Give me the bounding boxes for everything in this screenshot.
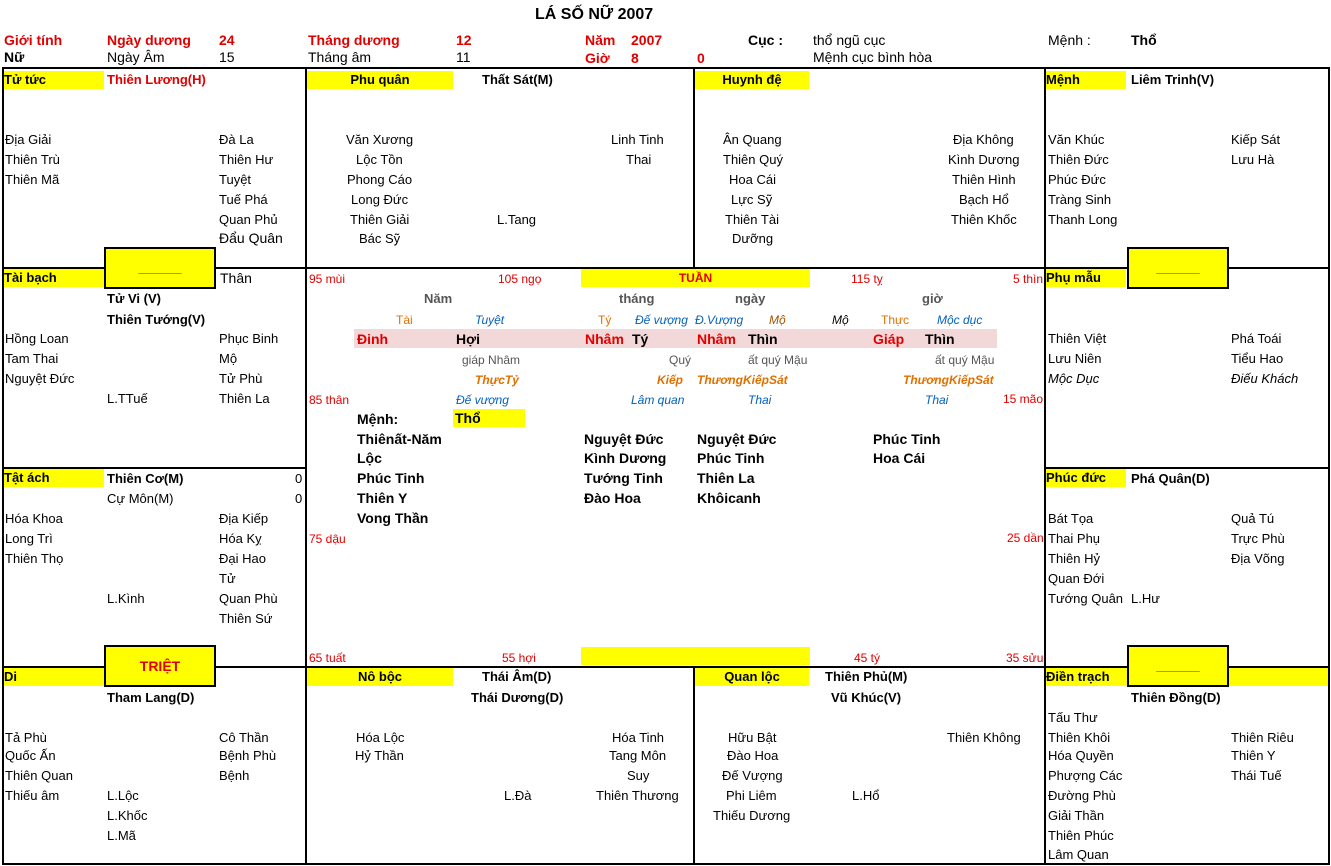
star: Mộc Dục [1048,371,1100,386]
main-star: Thái Dương(D) [471,690,564,705]
age-label: 65 tuất [309,651,346,665]
palace-name-menh: Mệnh [1046,71,1126,89]
center-star: Thiên Y [357,490,408,506]
star: Thanh Long [1048,212,1118,227]
star: Phi Liêm [726,788,777,803]
hidden-stems: ất quý Mậu [748,353,808,367]
age-label: 75 dậu [309,532,346,546]
star: Phá Toái [1231,331,1282,346]
star: Thiên Riêu [1231,730,1294,745]
star: Địa Không [953,132,1014,147]
pillar-note: Mộ [832,313,849,327]
star: Thiên Không [947,730,1021,745]
age-label: 35 sửu [1006,651,1044,665]
star: Tuyệt [219,172,252,187]
menh-label: Mệnh : [1048,32,1091,48]
grid-line [693,666,695,865]
star: Trực Phù [1231,531,1285,546]
ngay-am-value: 15 [219,49,235,65]
main-star: Phá Quân(D) [1131,471,1210,486]
pillar-note: Thực [881,313,910,327]
star: Đế Vượng [722,768,783,783]
star: L.Lộc [107,788,139,803]
star: Đường Phù [1048,788,1116,803]
center-star: Nguyệt Đức [697,431,777,447]
gioi-tinh-value: Nữ [4,49,25,65]
value: 0 [295,471,303,486]
main-star: Thiên Cơ(M) [107,471,184,486]
star: Tuế Phá [219,192,268,207]
chart-frame [2,67,1330,865]
main-star: Thiên Phủ(M) [825,669,908,684]
star: Bệnh Phù [219,748,277,763]
center-star: Kình Dương [584,450,667,466]
age-label: 95 mùi [309,272,346,286]
star: Đẩu Quân [219,230,283,246]
star: Bạch Hổ [959,192,1009,207]
hidden-stems: ất quý Mậu [935,353,995,367]
palace-name-phu-quan: Phu quân [307,71,453,89]
star: Phong Cáo [347,172,413,187]
center-star: Tướng Tinh [584,470,663,486]
palace-name-no-boc: Nô bộc [307,668,453,686]
gio-value-2: 0 [697,50,705,66]
ten-gods: Kiếp [657,373,684,387]
age-label: 45 tý [854,651,881,665]
star: Thiên Đức [1048,152,1109,167]
star: Thiên Thương [596,788,679,803]
chi: Tý [632,331,649,347]
main-star: Thiên Tướng(V) [107,312,206,327]
star: L.Hổ [852,788,880,803]
star: Bệnh [219,768,250,783]
center-star: Phúc Tinh [697,450,765,466]
grid-line [305,67,307,865]
box-marker: ______ [1127,247,1229,289]
column-header: giờ [922,291,943,306]
star: Lưu Niên [1048,351,1102,366]
column-header: tháng [619,291,655,306]
star: Tiểu Hao [1231,351,1284,366]
star: Đà La [219,132,254,147]
main-star: Cự Môn(M) [107,491,174,506]
pillar-note: Tuyệt [475,313,505,327]
center-star: Lộc [357,450,382,466]
star: Tả Phù [5,730,47,745]
life-stage: Đế vượng [456,393,509,407]
star: Quan Đới [1048,571,1105,586]
age-label: 55 hợi [502,651,536,665]
star: Thiên Mã [5,172,60,187]
center-star: Phúc Tinh [357,470,425,486]
star: Quả Tú [1231,511,1275,526]
star: Bác Sỹ [359,231,401,246]
star: Văn Khúc [1048,132,1105,147]
star: Thiên Hư [219,152,274,167]
star: Cô Thần [219,730,269,745]
star: Tử Phù [219,371,263,386]
star: Lâm Quan [1048,847,1109,862]
pillar-note: Tài [396,313,413,327]
hidden-stems: Quý [669,353,692,367]
tuan-label: TUẦN [678,271,713,285]
star: Hoa Cái [729,172,776,187]
star: Thiên Quý [723,152,783,167]
pillar-note: Đ.Vượng [695,313,744,327]
star: L.Kình [107,591,145,606]
star: Phục Binh [219,331,279,346]
star: Thiên Quan [5,768,73,783]
can: Giáp [873,331,905,347]
star: Nguyệt Đức [5,371,75,386]
thang-am-label: Tháng âm [308,49,372,65]
star: Tử [219,571,236,586]
star: Văn Xương [346,132,414,147]
ngay-duong-value: 24 [219,32,235,48]
star: Hóa Lộc [356,730,405,745]
star: Thái Tuế [1231,768,1282,783]
star: L.Tang [497,212,537,227]
center-star: Thiênất-Năm [357,431,442,447]
box-marker: ______ [104,247,216,289]
star: Hồng Loan [5,331,69,346]
star: Linh Tinh [611,132,664,147]
grid-line [1044,67,1046,865]
center-star: Hoa Cái [873,450,926,466]
star: Quốc Ấn [5,748,56,763]
star: Tang Môn [609,748,667,763]
star: Đại Hao [219,551,266,566]
age-label: 115 tỵ [851,272,883,286]
star: Điếu Khách [1231,371,1299,386]
pillar-note: Đế vượng [635,313,688,327]
star: Hóa Tinh [612,730,665,745]
age-label: 85 thân [309,393,350,407]
star: Thiên Y [1231,748,1276,763]
cuc-value: thổ ngũ cục [813,32,886,48]
pillar-note: Mộ [769,313,786,327]
main-star: Thái Âm(D) [482,669,552,684]
star: Thiên Hình [952,172,1016,187]
thang-am-value: 11 [456,49,471,65]
star: L.Mã [107,828,136,843]
star: Dưỡng [732,231,774,246]
star: Ân Quang [723,132,782,147]
column-header: Năm [424,291,453,306]
ten-gods: ThươngKiếpSát [903,373,994,387]
star: Hóa Khoa [5,511,63,526]
menh-value: Thổ [1131,32,1157,48]
age-label: 5 thìn [1013,272,1044,286]
palace-name-tu-tuc: Tử tức [4,71,104,89]
triet-box: TRIỆT [104,645,216,687]
palace-name-quan-loc: Quan lộc [695,668,809,686]
grid-line [693,67,695,268]
gioi-tinh-label: Giới tính [4,32,63,48]
column-header: ngày [735,291,766,306]
pillar-note: Mộc dục [937,313,983,327]
star: Quan Phủ [219,212,278,227]
main-star: Thất Sát(M) [482,72,553,87]
star: Địa Giải [5,132,52,147]
palace-name-di: Di [4,668,104,686]
star: Long Đức [351,192,409,207]
main-star: Tham Lang(D) [107,690,195,705]
pillar-note: Tý [598,313,612,327]
age-label: 105 ngọ [498,272,542,286]
center-star: Phúc Tinh [873,431,941,447]
ngay-duong-label: Ngày dương [107,32,191,48]
palace-name-dien-trach: Điền trạch [1046,668,1126,686]
star: Mộ [219,351,238,366]
palace-name-huynh-de: Huynh đệ [695,71,809,89]
star: Bát Tọa [1048,511,1094,526]
star: Thiên Khốc [951,212,1017,227]
main-star: Tử Vi (V) [107,291,161,306]
life-stage: Thai [925,393,949,407]
star: Thiên Tài [725,212,779,227]
star: Tướng Quân [1048,591,1124,606]
ngay-am-label: Ngày Âm [107,49,165,65]
palace-name-tat-ach: Tật ách [4,469,104,487]
star: Hỷ Thần [355,748,404,763]
triet-bar [581,647,810,665]
ten-gods: ThươngKiếpSát [697,373,788,387]
star: Thai [626,152,652,167]
can: Đinh [357,331,389,347]
star: Tấu Thư [1048,710,1098,725]
star: Lộc Tồn [356,152,403,167]
star: Địa Kiếp [219,511,269,526]
center-star: Vong Thần [357,510,429,526]
thang-duong-value: 12 [456,32,472,48]
box-marker: ______ [1127,645,1229,687]
value: 0 [295,491,303,506]
star: Địa Võng [1231,551,1285,566]
star: L.Hư [1131,591,1160,606]
age-label: 15 mão [1003,392,1044,406]
star: Giải Thần [1048,808,1105,823]
nam-value: 2007 [631,32,663,48]
chi: Hợi [456,331,480,347]
star: Đào Hoa [727,748,779,763]
star: Thiên Sứ [219,611,273,626]
star: Lực Sỹ [731,192,773,207]
cuc-label: Cục : [748,32,783,48]
star: Long Trì [5,531,53,546]
star: Thiên Trù [5,152,60,167]
center-star: Khôicanh [697,490,761,506]
center-menh-label: Mệnh: [357,411,399,427]
star: Thiên Hỷ [1048,551,1101,566]
main-star: Liêm Trinh(V) [1131,72,1215,87]
can: Nhâm [697,331,736,347]
center-menh-value: Thổ [453,409,525,427]
main-star: Thiên Đồng(D) [1131,690,1221,705]
star: Phượng Các [1048,768,1123,783]
palace-name-tai-bach: Tài bạch [4,269,104,287]
cuc-note: Mệnh cục bình hòa [813,49,933,65]
gio-label: Giờ [585,50,610,66]
star: Thiên Giải [350,212,410,227]
center-star: Thiên La [697,470,755,486]
page-title: LÁ SỐ NỮ 2007 [535,6,654,23]
center-star: Nguyệt Đức [584,431,664,447]
star: Suy [627,768,650,783]
star: Thiếu âm [5,788,60,803]
chi: Thìn [748,331,778,347]
center-star: Đào Hoa [584,490,641,506]
palace-name-phuc-duc: Phúc đức [1046,469,1126,487]
star: Thiếu Dương [713,808,791,823]
star: Hữu Bật [728,730,777,745]
life-stage: Lâm quan [631,393,685,407]
star: Hóa Quyền [1048,748,1114,763]
star: Tam Thai [5,351,59,366]
main-star: Vũ Khúc(V) [831,690,902,705]
star: Thiên Khôi [1048,730,1111,745]
star: Hóa Kỵ [219,531,262,546]
chi: Thìn [925,331,955,347]
star: Tràng Sinh [1048,192,1112,207]
star: Thiên Thọ [5,551,64,566]
nam-label: Năm [585,32,616,48]
ten-gods: ThựcTỷ [475,373,519,387]
thang-duong-label: Tháng dương [308,32,400,48]
star: Thiên Việt [1048,331,1107,346]
star: Kình Dương [948,152,1020,167]
star: Thiên Phúc [1048,828,1114,843]
star: L.Đà [504,788,532,803]
gio-value: 8 [631,50,639,66]
hidden-stems: giáp Nhâm [462,353,521,367]
star: Quan Phù [219,591,278,606]
life-stage: Thai [748,393,772,407]
than-label: Thân [220,270,252,286]
star: Phúc Đức [1048,172,1106,187]
star: Lưu Hà [1231,152,1275,167]
star: Kiếp Sát [1231,132,1281,147]
age-label: 25 dần [1007,531,1044,545]
star: Thiên La [219,391,270,406]
star: L.TTuế [107,391,148,406]
palace-name-phu-mau: Phụ mẫu [1046,269,1126,287]
star: L.Khốc [107,808,148,823]
main-star: Thiên Lương(H) [107,72,206,87]
star: Thai Phụ [1048,531,1101,546]
can: Nhâm [585,331,624,347]
